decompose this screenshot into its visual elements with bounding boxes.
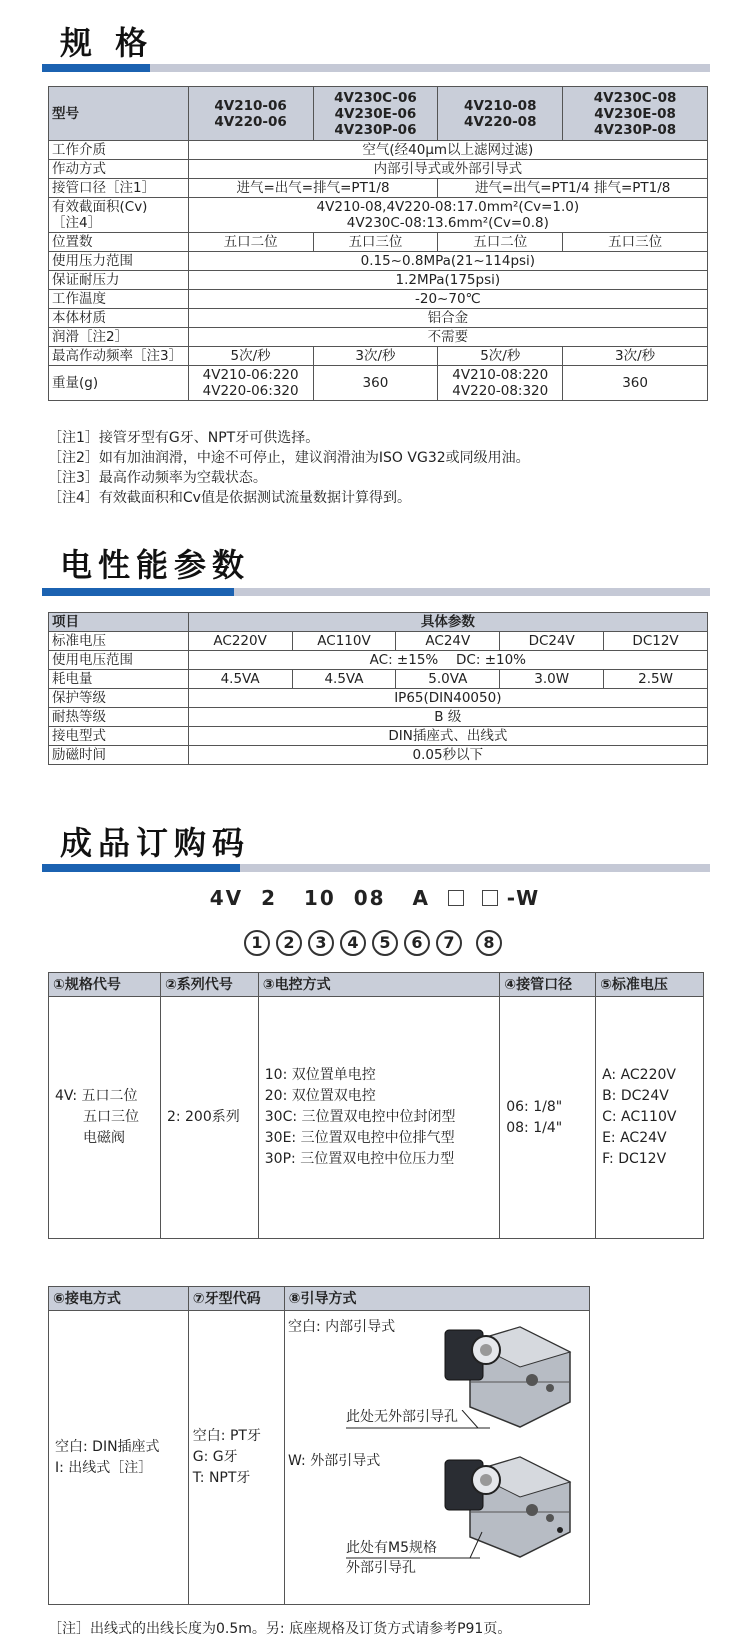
voltage-item: E: AC24V: [602, 1130, 667, 1146]
circle-2: 2: [276, 930, 302, 956]
circle-1: 1: [244, 930, 270, 956]
freq-label: 最高作动频率［注3］: [49, 347, 189, 366]
model-06-3pos: 4V230C-06 4V230E-06 4V230P-06: [313, 87, 438, 141]
power-v5: 2.5W: [604, 670, 708, 689]
order-title-bar: [42, 864, 710, 872]
spec-code-item: 电磁阀: [55, 1130, 125, 1146]
pressure-label: 使用压力范围: [49, 252, 189, 271]
power-label: 耗电量: [49, 670, 189, 689]
voltage-item: C: AC110V: [602, 1109, 677, 1125]
temp-label: 工作温度: [49, 290, 189, 309]
freq-v1: 5次/秒: [188, 347, 313, 366]
h-voltage: ⑤标准电压: [596, 973, 704, 997]
weight-label: 重量(g): [49, 366, 189, 401]
elec-title: 电性能参数: [60, 546, 251, 584]
model-08-3pos: 4V230C-08 4V230E-08 4V230P-08: [563, 87, 708, 141]
elec-table: [48, 612, 708, 765]
pos-v4: 五口三位: [563, 233, 708, 252]
lube-value: 不需要: [188, 328, 707, 347]
code-part-3: 10: [303, 886, 336, 910]
code-part-8: -W: [506, 886, 541, 910]
circle-6: 6: [404, 930, 430, 956]
medium-value: 空气(经40μm以上滤网过滤): [188, 141, 707, 160]
pilot-internal: 空白: 内部引导式: [288, 1319, 396, 1335]
note-1: ［注1］接管牙型有G牙、NPT牙可供选择。: [48, 430, 320, 446]
cv-value-1: 4V210-08,4V220-08:17.0mm²(Cv=1.0): [316, 199, 580, 215]
medium-label: 工作介质: [49, 141, 189, 160]
cv-value-2: 4V230C-08:13.6mm²(Cv=0.8): [346, 215, 549, 231]
range-value: AC: ±15% DC: ±10%: [188, 651, 707, 670]
weight-v3: 4V210-08:220 4V220-08:320: [438, 366, 563, 401]
code-blank-6: [448, 890, 464, 906]
order-footnote: ［注］出线式的出线长度为0.5m。另: 底座规格及订货方式请参考P91页。: [48, 1621, 512, 1637]
port-value-08: 进气=出气=PT1/4 排气=PT1/8: [438, 179, 708, 198]
proof-label: 保证耐压力: [49, 271, 189, 290]
wiring-list: [49, 1311, 189, 1605]
action-label: 作动方式: [49, 160, 189, 179]
code-part-5: A: [412, 886, 430, 910]
freq-v4: 3次/秒: [563, 347, 708, 366]
pos-label: 位置数: [49, 233, 189, 252]
thread-item: G: G牙: [192, 1449, 238, 1465]
power-v2: 4.5VA: [292, 670, 396, 689]
model-06-2pos: 4V210-06 4V220-06: [188, 87, 313, 141]
voltage-ac24: AC24V: [396, 632, 500, 651]
spec-notes: [48, 428, 530, 508]
port-item: 08: 1/4": [506, 1119, 563, 1136]
pos-v3: 五口二位: [438, 233, 563, 252]
freq-v3: 5次/秒: [438, 347, 563, 366]
code-part-1: 4V: [209, 886, 244, 910]
power-v1: 4.5VA: [188, 670, 292, 689]
voltage-dc24: DC24V: [500, 632, 604, 651]
proof-value: 1.2MPa(175psi): [188, 271, 707, 290]
weight-v4: 360: [563, 366, 708, 401]
cv-label: 有效截面积(Cv): [52, 199, 148, 215]
excite-value: 0.05秒以下: [188, 746, 707, 765]
wiring-label: 接电型式: [49, 727, 189, 746]
voltage-ac220: AC220V: [188, 632, 292, 651]
note-4: ［注4］有效截面积和Cv值是依据测试流量数据计算得到。: [48, 490, 411, 506]
port-label: 接管口径［注1］: [49, 179, 189, 198]
h-thread: ⑦牙型代码: [188, 1287, 284, 1311]
spec-title-bar: [42, 64, 710, 72]
series-code-list: [160, 997, 258, 1239]
power-v3: 5.0VA: [396, 670, 500, 689]
thread-item: T: NPT牙: [192, 1470, 251, 1486]
wiring-item: 空白: DIN插座式: [55, 1438, 160, 1455]
h-spec-code: ①规格代号: [49, 973, 161, 997]
h-port: ④接管口径: [500, 973, 596, 997]
heat-value: B 级: [188, 708, 707, 727]
note-2: ［注2］如有加油润滑，中途不可停止，建议润滑油为ISO VG32或同级用油。: [48, 450, 530, 466]
has-port-line1: 此处有M5规格: [346, 1540, 437, 1556]
port-item: 06: 1/8": [506, 1098, 563, 1115]
code-part-4: 08: [353, 886, 386, 910]
wiring-value: DIN插座式、出线式: [188, 727, 707, 746]
circle-3: 3: [308, 930, 334, 956]
item-header: 项目: [49, 613, 189, 632]
control-item: 20: 双位置双电控: [264, 1088, 376, 1104]
voltage-dc12: DC12V: [604, 632, 708, 651]
circle-8: 8: [476, 930, 502, 956]
order-table-1: [48, 972, 704, 1239]
power-v4: 3.0W: [500, 670, 604, 689]
code-index-circles: [240, 930, 530, 960]
material-value: 铝合金: [188, 309, 707, 328]
excite-label: 励磁时间: [49, 746, 189, 765]
pos-v2: 五口三位: [313, 233, 438, 252]
weight-v2: 360: [313, 366, 438, 401]
weight-v1: 4V210-06:220 4V220-06:320: [188, 366, 313, 401]
control-list: [258, 997, 499, 1239]
material-label: 本体材质: [49, 309, 189, 328]
port-value-06: 进气=出气=排气=PT1/8: [188, 179, 438, 198]
order-code: [0, 886, 750, 910]
freq-v2: 3次/秒: [313, 347, 438, 366]
note-3: ［注3］最高作动频率为空载状态。: [48, 470, 267, 486]
voltage-ac110: AC110V: [292, 632, 396, 651]
thread-item: 空白: PT牙: [192, 1428, 261, 1444]
action-value: 内部引导式或外部引导式: [188, 160, 707, 179]
voltage-item: B: DC24V: [602, 1088, 669, 1104]
protect-label: 保护等级: [49, 689, 189, 708]
voltage-list: [596, 997, 704, 1239]
no-port-label: 此处无外部引导孔: [346, 1409, 458, 1425]
lube-label: 润滑［注2］: [49, 328, 189, 347]
has-port-line2: 外部引导孔: [346, 1560, 416, 1576]
series-code-item: 2: 200系列: [166, 1109, 240, 1125]
pressure-value: 0.15~0.8MPa(21~114psi): [188, 252, 707, 271]
model-label: 型号: [49, 87, 189, 141]
spec-code-list: [49, 997, 161, 1239]
control-item: 30P: 三位置双电控中位压力型: [264, 1151, 455, 1167]
pos-v1: 五口二位: [188, 233, 313, 252]
thread-list: [188, 1311, 284, 1605]
order-title: 成品订购码: [60, 824, 251, 862]
control-item: 30E: 三位置双电控中位排气型: [264, 1130, 455, 1146]
pilot-external: W: 外部引导式: [288, 1453, 381, 1469]
wiring-item: I: 出线式［注］: [55, 1459, 153, 1476]
spec-code-item: 五口三位: [55, 1109, 139, 1125]
circle-5: 5: [372, 930, 398, 956]
heat-label: 耐热等级: [49, 708, 189, 727]
params-header: 具体参数: [188, 613, 707, 632]
code-blank-7: [482, 890, 498, 906]
cv-note: ［注4］: [52, 215, 102, 231]
circle-4: 4: [340, 930, 366, 956]
h-control: ③电控方式: [258, 973, 499, 997]
range-label: 使用电压范围: [49, 651, 189, 670]
code-part-2: 2: [261, 886, 278, 910]
port-list: [500, 997, 596, 1239]
elec-title-bar: [42, 588, 710, 596]
voltage-item: F: DC12V: [602, 1151, 667, 1167]
spec-title: 规 格: [60, 24, 154, 62]
voltage-item: A: AC220V: [602, 1067, 676, 1083]
control-item: 30C: 三位置双电控中位封闭型: [264, 1109, 456, 1125]
circle-7: 7: [436, 930, 462, 956]
voltage-label: 标准电压: [49, 632, 189, 651]
h-series-code: ②系列代号: [160, 973, 258, 997]
leader-lines: [340, 1410, 490, 1560]
control-item: 10: 双位置单电控: [264, 1067, 376, 1083]
temp-value: -20~70℃: [188, 290, 707, 309]
model-08-2pos: 4V210-08 4V220-08: [438, 87, 563, 141]
spec-code-item: 4V: 五口二位: [55, 1088, 138, 1104]
h-pilot: ⑧引导方式: [284, 1287, 589, 1311]
protect-value: IP65(DIN40050): [188, 689, 707, 708]
spec-table: [48, 86, 708, 401]
h-wiring: ⑥接电方式: [49, 1287, 189, 1311]
